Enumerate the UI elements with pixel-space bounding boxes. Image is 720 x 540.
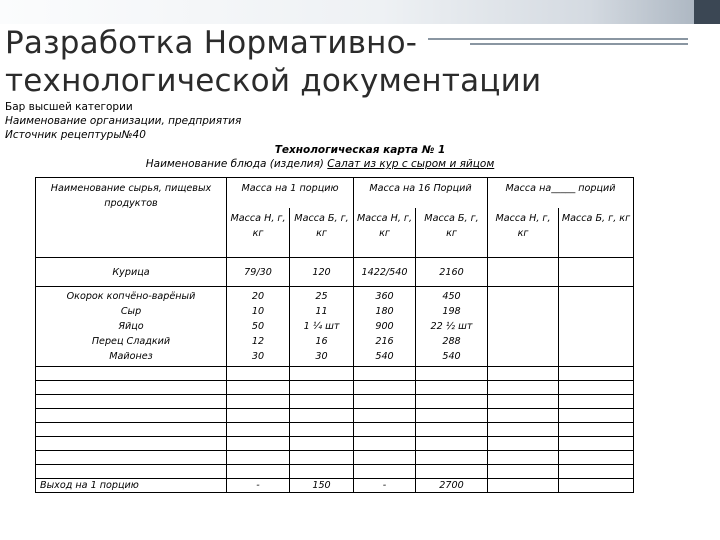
yield-label: Выход на 1 порцию bbox=[36, 479, 227, 493]
empty-row bbox=[36, 465, 634, 479]
bar-category: Бар высшей категории bbox=[5, 101, 133, 113]
gross-16: 2160 bbox=[416, 258, 488, 287]
recipe-source: Источник рецептуры№40 bbox=[5, 129, 146, 141]
table-row bbox=[36, 479, 634, 493]
header-net: Масса Н, г, кг bbox=[488, 208, 559, 258]
tech-card-table bbox=[35, 177, 634, 493]
header-raw-materials: Наименование сырья, пищевых продуктов bbox=[36, 178, 227, 258]
header-net: Масса Н, г, кг bbox=[227, 208, 290, 258]
empty-row bbox=[36, 409, 634, 423]
gross-1: 120 bbox=[290, 258, 354, 287]
empty-row bbox=[36, 367, 634, 381]
header-gross: Масса Б, г, кг bbox=[416, 208, 488, 258]
header-mass-blank-portions: Масса на_____ порций bbox=[488, 178, 634, 208]
gross-16-column: 450 198 22 ½ шт 288 540 bbox=[416, 287, 488, 367]
gross-1-column: 25 11 1 ¼ шт 16 30 bbox=[290, 287, 354, 367]
yield-net-16: - bbox=[354, 479, 416, 493]
empty-row bbox=[36, 451, 634, 465]
table-row bbox=[36, 287, 634, 367]
organization-label: Наименование организации, предприятия bbox=[5, 115, 242, 127]
net-1: 79/30 bbox=[227, 258, 290, 287]
header-gross: Масса Б, г, кг bbox=[559, 208, 634, 258]
slide-title: Разработка Нормативно- технологической документации bbox=[5, 25, 542, 99]
net-16: 1422/540 bbox=[354, 258, 416, 287]
empty-row bbox=[36, 437, 634, 451]
dish-name: Наименование блюда (изделия) Салат из кур с сыром и яйцом bbox=[145, 158, 495, 170]
net-16-column: 360 180 900 216 540 bbox=[354, 287, 416, 367]
slide-top-bar bbox=[0, 0, 720, 24]
net-1-column: 20 10 50 12 30 bbox=[227, 287, 290, 367]
header-mass-per-portion: Масса на 1 порцию bbox=[227, 178, 354, 208]
ingredient-name: Курица bbox=[36, 258, 227, 287]
header-net: Масса Н, г, кг bbox=[354, 208, 416, 258]
header-mass-16-portions: Масса на 16 Порций bbox=[354, 178, 488, 208]
yield-gross-16: 2700 bbox=[416, 479, 488, 493]
header-gross: Масса Б, г, кг bbox=[290, 208, 354, 258]
ingredient-names: Окорок копчёно-варёный Сыр Яйцо Перец Сладкий Майонез bbox=[36, 287, 227, 367]
yield-gross-1: 150 bbox=[290, 479, 354, 493]
empty-row bbox=[36, 423, 634, 437]
yield-net-1: - bbox=[227, 479, 290, 493]
table-row bbox=[36, 258, 634, 287]
card-title: Технологическая карта № 1 bbox=[274, 144, 446, 156]
empty-row bbox=[36, 395, 634, 409]
empty-row bbox=[36, 381, 634, 395]
